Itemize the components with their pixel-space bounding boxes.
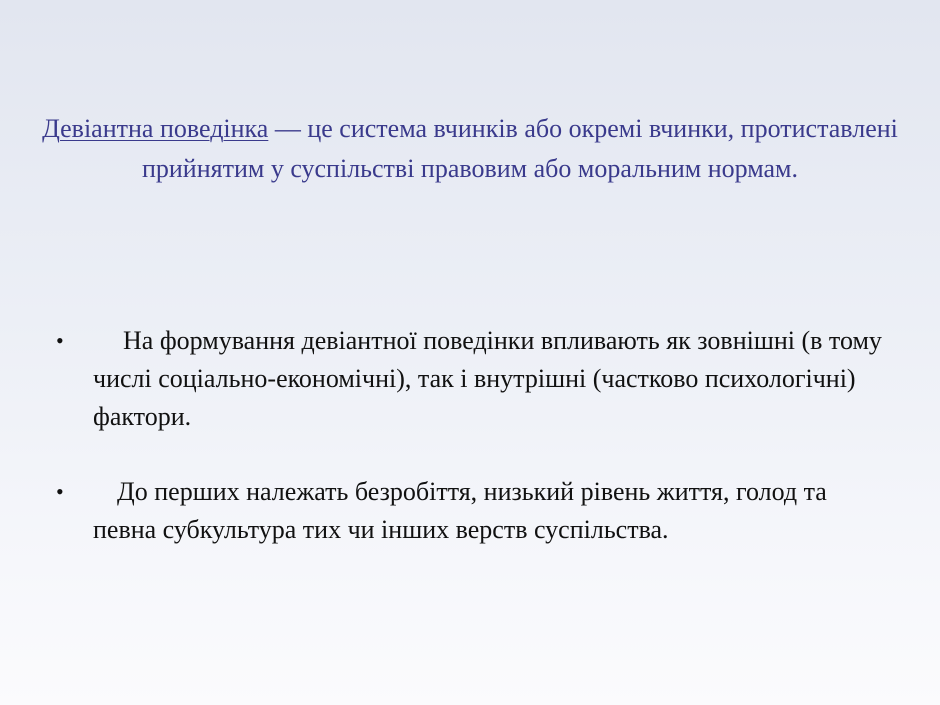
definition-paragraph: [40, 109, 900, 189]
bullet-item-external-factors: [56, 473, 886, 549]
bullet-text-factors: На формування девіантної поведінки впливають як зовнішні (в тому числі соціально-економічні), так і внутрішні (частково психологічні) фактори.: [93, 326, 882, 431]
definition-text: — це система вчинків або окремі вчинки, протиставлені прийнятим у суспільстві правовим або моральним нормам.: [141, 114, 898, 183]
definition-term-link[interactable]: Девіантна поведінка: [42, 114, 269, 143]
bullet-text-external-factors: До перших належать безробіття, низький рівень життя, голод та певна субкультура тих чи інших верств суспільства.: [93, 477, 827, 544]
bullet-icon: •: [56, 328, 64, 353]
bullet-item-factors: [56, 322, 886, 436]
bullet-icon: •: [56, 479, 64, 504]
bullet-list: [56, 322, 886, 549]
